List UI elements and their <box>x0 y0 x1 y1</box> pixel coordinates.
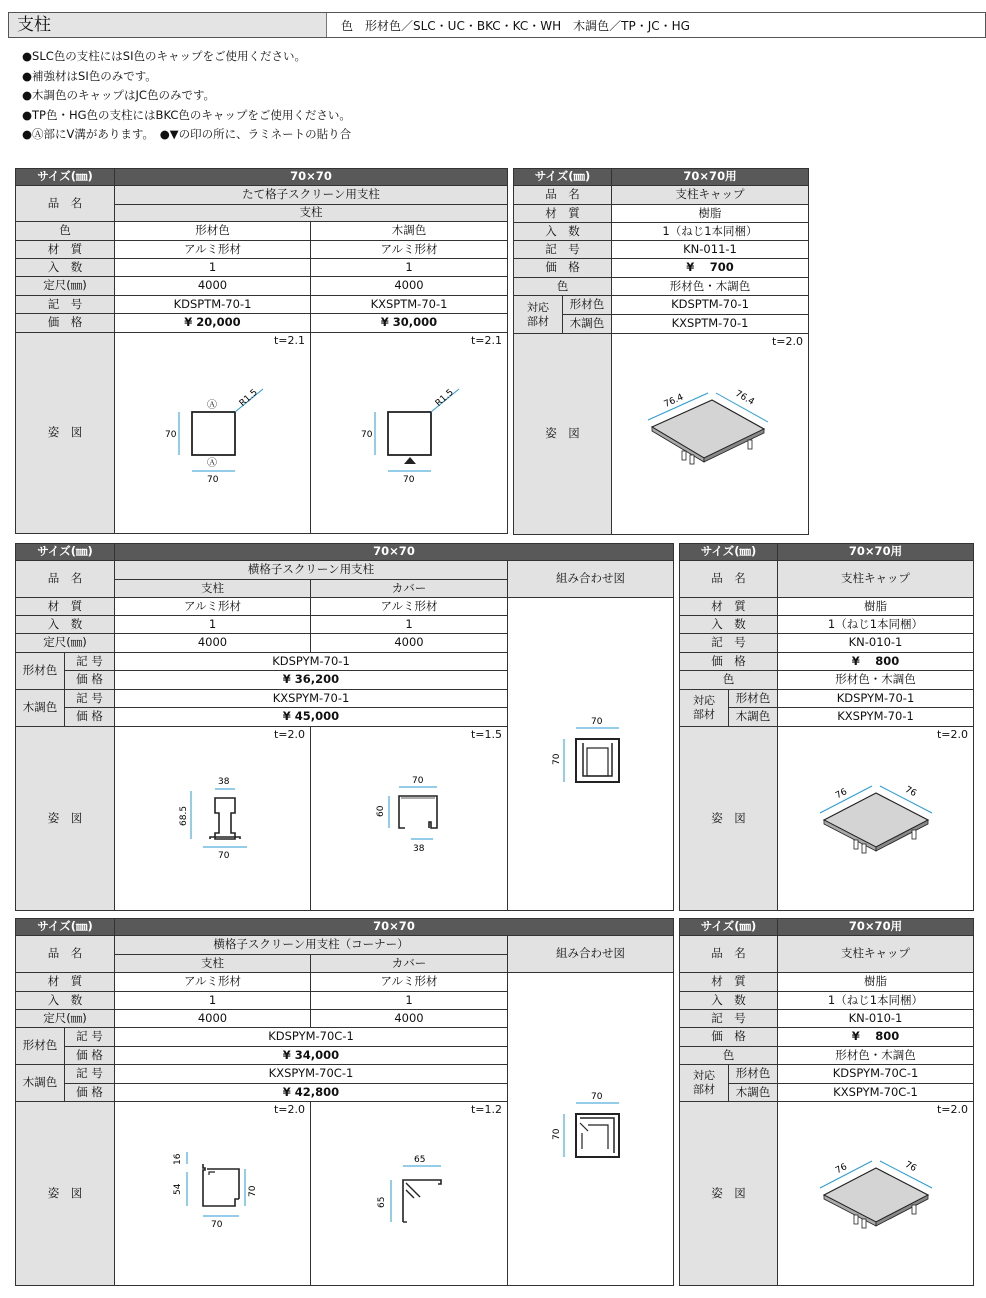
figure-cell <box>115 1102 311 1286</box>
code-label: 記 号 <box>65 653 115 671</box>
cap-table-2 <box>679 543 974 911</box>
triangle-mark <box>404 457 416 464</box>
material: 樹脂 <box>612 205 809 223</box>
material: アルミ形材 <box>311 973 508 992</box>
size-value: 70×70 <box>115 544 674 561</box>
qty: 1 <box>311 616 508 634</box>
color-mokucho: 木調色 <box>311 222 508 241</box>
thickness: t=2.0 <box>936 728 968 741</box>
length: 4000 <box>115 634 311 653</box>
post-section-drawing <box>311 333 506 532</box>
keizai-label: 形材色 <box>16 653 65 690</box>
thickness: t=2.1 <box>470 334 502 347</box>
dim-width: 70 <box>591 717 603 727</box>
qty: 1（ねじ1本同梱） <box>778 616 974 634</box>
dim-right: 70 <box>248 1185 258 1197</box>
qty-label: 入 数 <box>16 992 115 1010</box>
compat-label: 対応 部材 <box>680 1065 729 1102</box>
dim-depth: 76 <box>834 787 849 802</box>
size-value: 70×70 <box>115 919 674 936</box>
length-label: 定尺(㎜) <box>16 634 115 653</box>
material-label: 材 質 <box>680 973 778 992</box>
compat-keizai: 形材色 <box>729 690 778 708</box>
dim-height: 65 <box>377 1196 387 1208</box>
radius-label: R1.5 <box>433 387 456 409</box>
dim-height: 70 <box>361 430 373 440</box>
code-label: 記 号 <box>65 1028 115 1047</box>
qty: 1 <box>311 992 508 1010</box>
qty-label: 入 数 <box>680 992 778 1010</box>
assembly-label: 組み合わせ図 <box>508 936 674 973</box>
compat-keizai: 形材色 <box>563 296 612 315</box>
code: KDSPYM-70-1 <box>115 653 508 671</box>
note: ●SLC色の支柱にはSI色のキャップをご使用ください。 <box>22 49 306 63</box>
thickness: t=1.2 <box>470 1103 502 1116</box>
color: 形材色・木調色 <box>778 671 974 690</box>
figure-label: 姿 図 <box>514 334 612 535</box>
color: 形材色・木調色 <box>612 278 809 296</box>
code: KDSPTM-70-1 <box>115 296 311 314</box>
code: KN-010-1 <box>778 1010 974 1028</box>
price-label: 価 格 <box>514 259 612 278</box>
code-label: 記 号 <box>680 1010 778 1028</box>
thickness: t=1.5 <box>470 728 502 741</box>
material: アルミ形材 <box>115 241 311 259</box>
material: 樹脂 <box>778 598 974 616</box>
thickness: t=2.0 <box>273 1103 305 1116</box>
price-label: 価 格 <box>16 314 115 333</box>
figure-label: 姿 図 <box>16 333 115 534</box>
figure-cell <box>311 333 508 534</box>
dim-lip: 16 <box>173 1153 183 1165</box>
qty: 1（ねじ1本同梱） <box>612 223 809 241</box>
size-label: サイズ(㎜) <box>680 544 778 561</box>
thickness: t=2.0 <box>771 335 803 348</box>
qty-label: 入 数 <box>680 616 778 634</box>
size-value: 70×70 <box>115 169 508 186</box>
figure-cell <box>778 727 974 911</box>
price: ¥ 45,000 <box>115 708 508 727</box>
name-label: 品 名 <box>16 186 115 222</box>
color-label: 色 <box>680 1047 778 1065</box>
note: ●木調色のキャップはJC色のみです。 <box>22 88 216 103</box>
length: 4000 <box>115 277 311 296</box>
product-name: 横格子スクリーン用支柱（コーナー） <box>115 936 508 955</box>
product-name: たて格子スクリーン用支柱 <box>115 186 508 205</box>
compat-mokucho: 木調色 <box>563 315 612 334</box>
code: KN-011-1 <box>612 241 809 259</box>
note: ●TP色・HG色の支柱にはBKC色のキャップをご使用ください。 <box>22 107 351 122</box>
size-value: 70×70用 <box>778 919 974 936</box>
length-label: 定尺(㎜) <box>16 277 115 296</box>
price: ¥ 700 <box>612 259 809 278</box>
name-label: 品 名 <box>680 561 778 598</box>
dim-width: 65 <box>414 1155 426 1165</box>
figure-cell <box>311 727 508 911</box>
dim-height: 70 <box>165 430 177 440</box>
code: KDSPYM-70C-1 <box>778 1065 974 1084</box>
qty: 1 <box>115 616 311 634</box>
assembly-figure-cell <box>508 598 674 911</box>
price: ¥ 42,800 <box>115 1084 508 1102</box>
cap-drawing <box>778 727 972 909</box>
dim-height: 70 <box>552 753 562 765</box>
code: KXSPYM-70C-1 <box>115 1065 508 1084</box>
cap-drawing <box>778 1102 972 1284</box>
material: アルミ形材 <box>115 973 311 992</box>
price: ¥ 800 <box>778 653 974 671</box>
post-section-drawing <box>115 333 309 532</box>
figure-cell <box>115 727 311 911</box>
code-label: 記 号 <box>16 296 115 314</box>
code: KN-010-1 <box>778 634 974 653</box>
price-label: 価 格 <box>65 1047 115 1065</box>
dim-height: 54 <box>173 1183 183 1195</box>
notes-list <box>22 47 362 145</box>
code-label: 記 号 <box>65 1065 115 1084</box>
figure-label: 姿 図 <box>16 727 115 911</box>
color-keizai: 形材色 <box>115 222 311 241</box>
mokucho-label: 木調色 <box>16 690 65 727</box>
code-label: 記 号 <box>514 241 612 259</box>
groove-mark: Ⓐ <box>207 458 217 469</box>
groove-mark: Ⓐ <box>207 400 217 411</box>
part-cover: カバー <box>311 955 508 973</box>
dim-height: 68.5 <box>179 805 189 826</box>
price: ¥ 20,000 <box>115 314 311 333</box>
figure-cell <box>311 1102 508 1286</box>
cap-drawing <box>612 334 807 533</box>
dim-width: 76.4 <box>733 388 756 408</box>
cover-section-drawing <box>311 727 506 909</box>
post-table-corner <box>15 918 674 1286</box>
material-label: 材 質 <box>16 973 115 992</box>
corner-post-section-drawing <box>115 1102 309 1284</box>
material-label: 材 質 <box>16 241 115 259</box>
material: 樹脂 <box>778 973 974 992</box>
mokucho-label: 木調色 <box>16 1065 65 1102</box>
product-name: 横格子スクリーン用支柱 <box>115 561 508 580</box>
dim-height: 70 <box>552 1128 562 1140</box>
thickness: t=2.0 <box>273 728 305 741</box>
dim-opening: 38 <box>413 844 425 854</box>
dim-top: 38 <box>218 777 230 787</box>
post-table-vertical <box>15 168 508 534</box>
material: アルミ形材 <box>311 598 508 616</box>
compat-keizai: 形材色 <box>729 1065 778 1084</box>
note: ●Ⓐ部にV溝があります。 ●▼の印の所に、ラミネートの貼り合 <box>22 127 352 142</box>
figure-label: 姿 図 <box>16 1102 115 1286</box>
code: KDSPYM-70-1 <box>778 690 974 708</box>
price: ¥ 36,200 <box>115 671 508 690</box>
keizai-label: 形材色 <box>16 1028 65 1065</box>
figure-cell <box>612 334 809 535</box>
thickness: t=2.1 <box>273 334 305 347</box>
product-name: 支柱キャップ <box>612 186 809 205</box>
figure-cell <box>115 333 311 534</box>
dim-depth: 76.4 <box>662 392 686 410</box>
qty: 1 <box>311 259 508 277</box>
dim-width: 70 <box>211 1220 223 1230</box>
length: 4000 <box>311 634 508 653</box>
price-label: 価 格 <box>65 708 115 727</box>
compat-label: 対応 部材 <box>514 296 563 334</box>
name-label: 品 名 <box>680 936 778 973</box>
dim-width: 76 <box>903 1159 918 1175</box>
name-label: 品 名 <box>514 186 612 205</box>
part-post: 支柱 <box>115 580 311 598</box>
post-section-drawing <box>115 727 309 909</box>
qty-label: 入 数 <box>514 223 612 241</box>
note: ●補強材はSI色のみです。 <box>22 68 157 83</box>
assembly-drawing <box>508 973 672 1285</box>
size-value: 70×70用 <box>778 544 974 561</box>
section-header <box>8 12 986 38</box>
cap-table-3 <box>679 918 974 1286</box>
code: KDSPTM-70-1 <box>612 296 809 315</box>
size-label: サイズ(㎜) <box>514 169 612 186</box>
color-label: 色 <box>514 278 612 296</box>
dim-width: 70 <box>218 851 230 861</box>
code-label: 記 号 <box>65 690 115 708</box>
qty-label: 入 数 <box>16 259 115 277</box>
code-label: 記 号 <box>680 634 778 653</box>
price-label: 価 格 <box>65 671 115 690</box>
product-name: 支柱キャップ <box>778 936 974 973</box>
material-label: 材 質 <box>680 598 778 616</box>
code: KDSPYM-70C-1 <box>115 1028 508 1047</box>
dim-width: 70 <box>591 1092 603 1102</box>
price: ¥ 800 <box>778 1028 974 1047</box>
price: ¥ 30,000 <box>311 314 508 333</box>
length: 4000 <box>311 1010 508 1028</box>
code: KXSPYM-70-1 <box>778 708 974 727</box>
size-value: 70×70用 <box>612 169 809 186</box>
price-label: 価 格 <box>65 1084 115 1102</box>
color-label: 色 <box>680 671 778 690</box>
dim-height: 60 <box>376 805 386 817</box>
material-label: 材 質 <box>514 205 612 223</box>
length: 4000 <box>115 1010 311 1028</box>
code: KXSPYM-70-1 <box>115 690 508 708</box>
length-label: 定尺(㎜) <box>16 1010 115 1028</box>
code: KXSPYM-70C-1 <box>778 1084 974 1102</box>
material: アルミ形材 <box>311 241 508 259</box>
price: ¥ 34,000 <box>115 1047 508 1065</box>
part-post: 支柱 <box>115 955 311 973</box>
assembly-figure-cell <box>508 973 674 1286</box>
price-label: 価 格 <box>680 1028 778 1047</box>
figure-label: 姿 図 <box>680 727 778 911</box>
compat-label: 対応 部材 <box>680 690 729 727</box>
size-label: サイズ(㎜) <box>16 169 115 186</box>
code: KXSPTM-70-1 <box>612 315 809 334</box>
color-options: 色 形材色／SLC・UC・BKC・KC・WH 木調色／TP・JC・HG <box>341 18 690 33</box>
color-label: 色 <box>16 222 115 241</box>
figure-label: 姿 図 <box>680 1102 778 1286</box>
assembly-drawing <box>508 598 672 910</box>
figure-cell <box>778 1102 974 1286</box>
compat-mokucho: 木調色 <box>729 1084 778 1102</box>
assembly-label: 組み合わせ図 <box>508 561 674 598</box>
section-title: 支柱 <box>9 13 327 37</box>
qty-label: 入 数 <box>16 616 115 634</box>
color: 形材色・木調色 <box>778 1047 974 1065</box>
dim-width: 76 <box>903 784 918 800</box>
qty: 1（ねじ1本同梱） <box>778 992 974 1010</box>
material-label: 材 質 <box>16 598 115 616</box>
cap-table-1 <box>513 168 809 535</box>
dim-depth: 76 <box>834 1162 849 1177</box>
dim-width: 70 <box>207 475 219 485</box>
product-name: 支柱キャップ <box>778 561 974 598</box>
dim-width: 70 <box>403 475 415 485</box>
qty: 1 <box>115 992 311 1010</box>
price-label: 価 格 <box>680 653 778 671</box>
size-label: サイズ(㎜) <box>16 919 115 936</box>
material: アルミ形材 <box>115 598 311 616</box>
dim-width: 70 <box>412 776 424 786</box>
radius-label: R1.5 <box>237 387 260 409</box>
compat-mokucho: 木調色 <box>729 708 778 727</box>
corner-cover-section-drawing <box>311 1102 506 1284</box>
length: 4000 <box>311 277 508 296</box>
code: KXSPTM-70-1 <box>311 296 508 314</box>
thickness: t=2.0 <box>936 1103 968 1116</box>
size-label: サイズ(㎜) <box>680 919 778 936</box>
size-label: サイズ(㎜) <box>16 544 115 561</box>
part-cover: カバー <box>311 580 508 598</box>
post-table-horizontal <box>15 543 674 911</box>
name-label: 品 名 <box>16 936 115 973</box>
name-label: 品 名 <box>16 561 115 598</box>
qty: 1 <box>115 259 311 277</box>
part-name: 支柱 <box>115 205 508 222</box>
